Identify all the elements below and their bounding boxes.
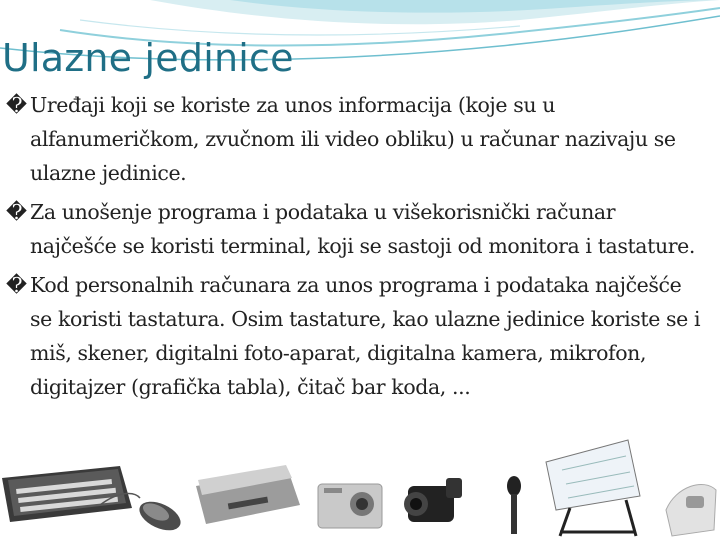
digital-camera-image [318,484,382,528]
video-camera-image [404,478,462,522]
bullet-text: Kod personalnih računara za unos programa i podataka najčešće se koristi tastatura. Osim tastature, kao ulazne jedinice koriste se i miš, skener, digitalni foto-aparat, digitalna kamera, mikrofon, digitajzer (grafička tabla), čitač bar koda, ... [30,273,701,399]
bullet-item [6,195,706,263]
bullet-item [6,88,706,190]
barcode-reader-image [666,484,716,536]
bullet-marker: � [6,93,27,117]
slide-title: Ulazne jedinice [2,36,294,80]
digitizer-image [546,440,640,536]
bullet-marker: � [6,200,27,224]
microphone-image [507,476,521,534]
bullet-item [6,268,706,404]
bullet-text: Uređaji koji se koriste za unos informacija (koje su u alfanumeričkom, zvučnom ili video obliku) u računar nazivaju se ulazne jedinice. [30,93,676,185]
bullet-marker: � [6,273,27,297]
scanner-image [196,465,300,524]
keyboard-image [2,466,132,522]
bullet-list [6,88,706,409]
bullet-text: Za unošenje programa i podataka u višekorisnički računar najčešće se koristi terminal, koji se sastoji od monitora i tastature. [30,200,696,258]
input-devices-illustration [0,420,720,540]
